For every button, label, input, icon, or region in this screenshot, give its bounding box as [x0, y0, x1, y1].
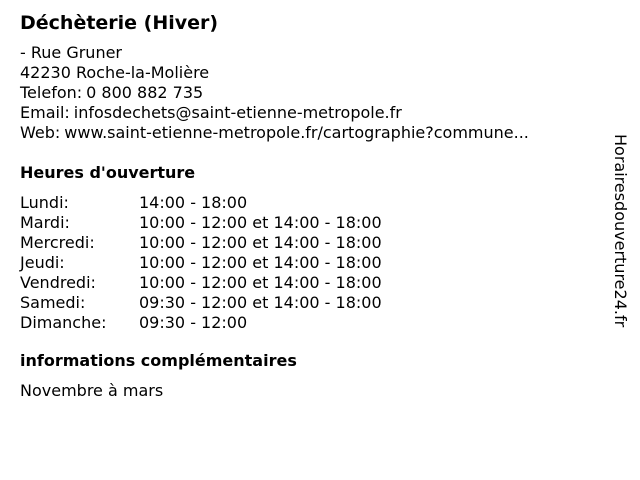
web-label: Web:	[20, 123, 61, 142]
email-line	[20, 103, 600, 123]
hours-row-tuesday	[20, 213, 600, 233]
extra-info-heading: informations complémentaires	[20, 351, 297, 370]
day-label: Lundi:	[20, 193, 69, 212]
day-label: Mardi:	[20, 213, 70, 232]
web-link[interactable]: www.saint-etienne-metropole.fr/cartographie?commune...	[64, 123, 529, 142]
time-range: 10:00 - 12:00 et 14:00 - 18:00	[139, 213, 382, 232]
hours-table	[20, 193, 600, 333]
day-label: Vendredi:	[20, 273, 96, 292]
hours-row-sunday	[20, 313, 600, 333]
place-card	[20, 11, 600, 401]
hours-row-saturday	[20, 293, 600, 313]
phone-link[interactable]: 0 800 882 735	[86, 83, 204, 102]
address-city: 42230 Roche-la-Molière	[20, 63, 210, 82]
extra-info-text: Novembre à mars	[20, 381, 164, 400]
day-label: Dimanche:	[20, 313, 107, 332]
email-link[interactable]: infosdechets@saint-etienne-metropole.fr	[73, 103, 402, 122]
time-range: 09:30 - 12:00 et 14:00 - 18:00	[139, 293, 382, 312]
time-range: 09:30 - 12:00	[139, 313, 248, 332]
hours-row-thursday	[20, 253, 600, 273]
page-title: Déchèterie (Hiver)	[20, 12, 219, 34]
time-range: 10:00 - 12:00 et 14:00 - 18:00	[139, 273, 382, 292]
phone-label: Telefon:	[20, 83, 83, 102]
hours-heading: Heures d'ouverture	[20, 163, 196, 182]
hours-row-friday	[20, 273, 600, 293]
address-street: - Rue Gruner	[20, 43, 123, 62]
site-brand-vertical: Horairesdouverture24.fr	[611, 134, 630, 328]
day-label: Mercredi:	[20, 233, 95, 252]
hours-row-monday	[20, 193, 600, 213]
time-range: 14:00 - 18:00	[139, 193, 248, 212]
email-label: Email:	[20, 103, 70, 122]
web-line	[20, 123, 600, 143]
hours-row-wednesday	[20, 233, 600, 253]
phone-line	[20, 83, 600, 103]
day-label: Jeudi:	[20, 253, 65, 272]
day-label: Samedi:	[20, 293, 86, 312]
time-range: 10:00 - 12:00 et 14:00 - 18:00	[139, 233, 382, 252]
time-range: 10:00 - 12:00 et 14:00 - 18:00	[139, 253, 382, 272]
